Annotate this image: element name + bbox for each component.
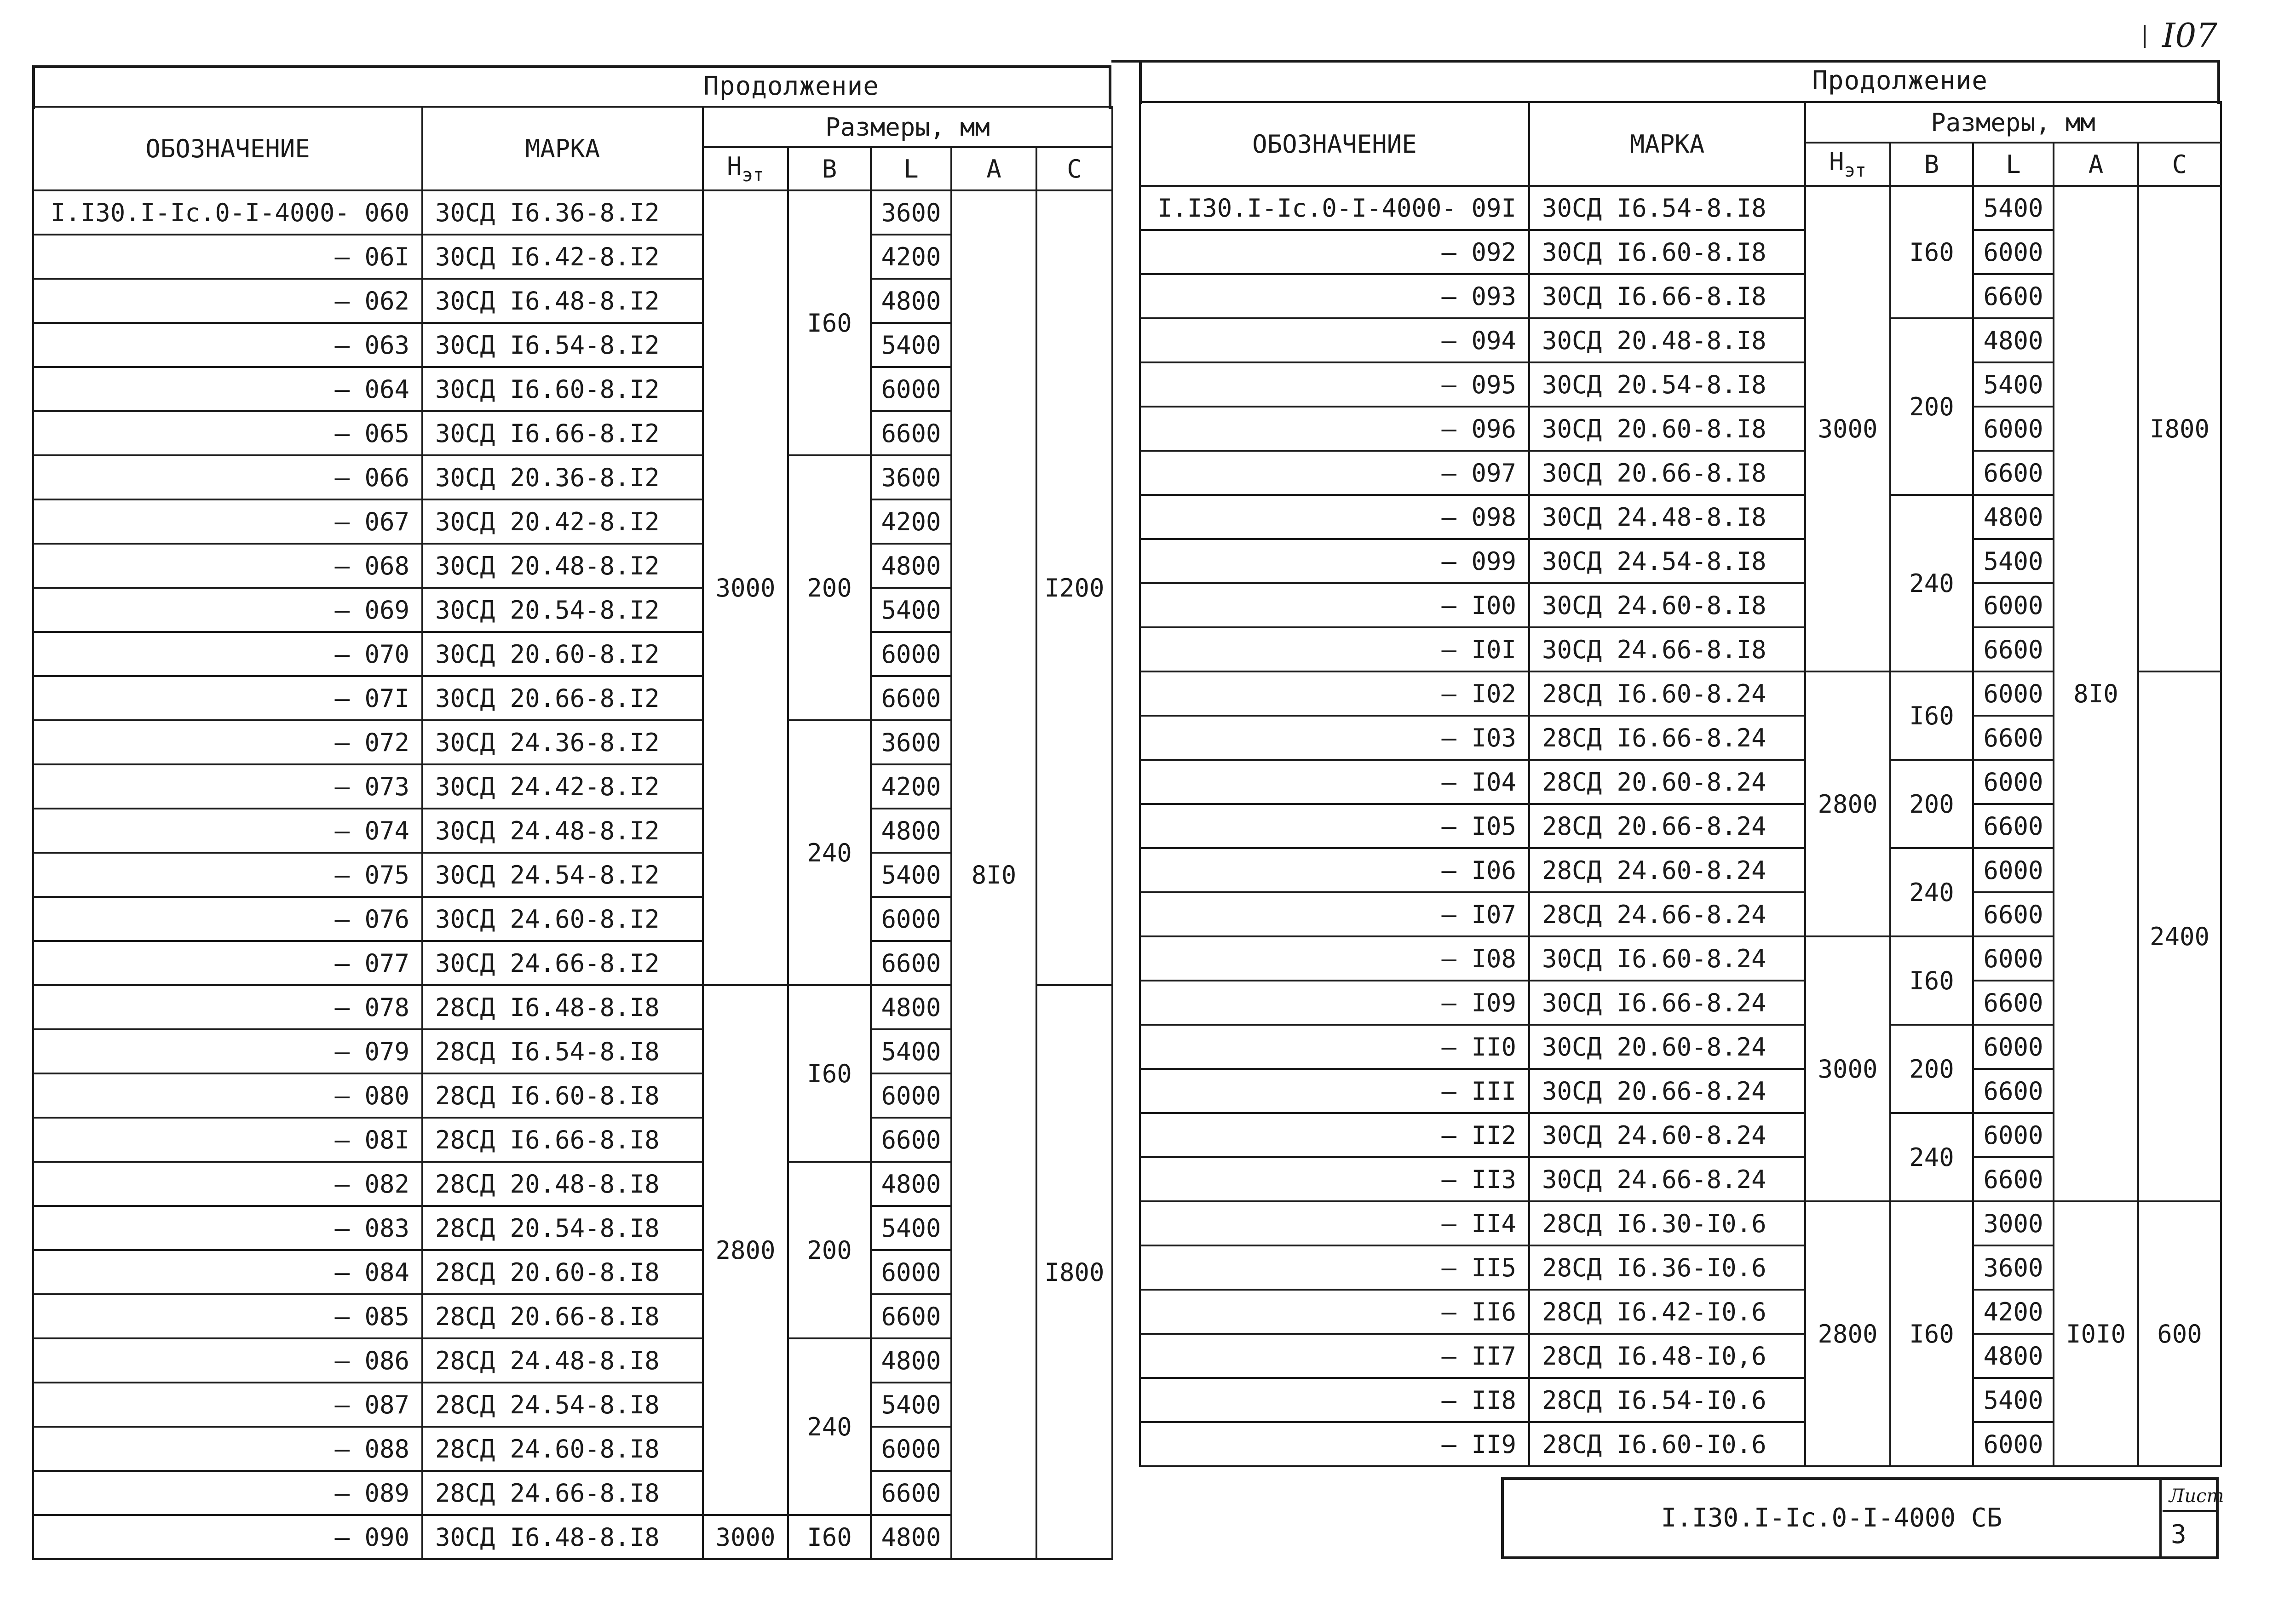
mark-cell: 28СД 24.66-8.I8 [422,1471,703,1515]
l-cell: 6000 [1973,1025,2054,1069]
table-row [33,235,1112,279]
designation-cell: – 098 [1140,495,1529,539]
table-row [33,941,1112,985]
l-cell: 6000 [1973,936,2054,981]
table-row [33,1250,1112,1294]
designation-cell: — I07 [1140,892,1529,936]
b-group-cell: I60 [1890,671,1973,760]
right-a-header: А [2054,143,2138,186]
designation-cell: – 065 [33,411,422,455]
b-group-cell: I60 [1890,1201,1973,1466]
designation-cell: – 095 [1140,362,1529,407]
mark-cell: 30СД 20.36-8.I2 [422,455,703,499]
mark-cell: 28СД I6.30-I0.6 [1529,1201,1805,1245]
mark-cell: 30СД I6.60-8.I8 [1529,230,1805,274]
l-cell: 6000 [871,1427,951,1471]
mark-cell: 28СД 24.54-8.I8 [422,1383,703,1427]
designation-cell: – 083 [33,1206,422,1250]
right-frame-right-line [2217,60,2220,104]
l-cell: 6600 [871,1294,951,1338]
l-cell: 4800 [871,809,951,853]
mark-cell: 30СД 20.48-8.I8 [1529,318,1805,362]
left-h-subscript: эт [742,165,764,186]
mark-cell: 30СД I6.54-8.I8 [1529,186,1805,230]
c-group-cell: I200 [1036,190,1112,985]
a-group-cell: 8I0 [951,190,1036,1559]
l-cell: 4800 [871,1515,951,1559]
mark-cell: 30СД I6.48-8.I8 [422,1515,703,1559]
table-row [33,1073,1112,1118]
designation-cell: – II7 [1140,1334,1529,1378]
l-cell: 4800 [871,544,951,588]
l-cell: 6000 [1973,1422,2054,1466]
l-cell: 6600 [1973,981,2054,1025]
l-cell: 5400 [1973,186,2054,230]
l-cell: 6000 [1973,760,2054,804]
mark-cell: 28СД 24.60-8.24 [1529,848,1805,892]
l-cell: 6000 [871,1250,951,1294]
designation-cell: – 07I [33,676,422,720]
h-group-cell: 3000 [703,190,788,985]
a-group-cell: 8I0 [2054,186,2138,1201]
table-row [33,985,1112,1029]
table-row [33,367,1112,411]
b-group-cell: I60 [1890,186,1973,318]
table-row [33,897,1112,941]
table-row [33,499,1112,544]
b-group-cell: I60 [1890,936,1973,1025]
mark-cell: 30СД 20.60-8.24 [1529,1025,1805,1069]
table-row [33,764,1112,809]
mark-cell: 28СД 20.66-8.I8 [422,1294,703,1338]
right-designation-header: ОБОЗНАЧЕНИЕ [1140,102,1529,186]
mark-cell: 30СД 24.42-8.I2 [422,764,703,809]
b-group-cell: 240 [1890,1113,1973,1201]
left-a-header: А [951,147,1036,190]
left-frame-right-line [1109,65,1111,109]
designation-cell: – I06 [1140,848,1529,892]
designation-cell: – 086 [33,1338,422,1383]
designation-cell: – II4 [1140,1201,1529,1245]
designation-cell: – 076 [33,897,422,941]
designation-cell: – II3 [1140,1157,1529,1201]
l-cell: 3000 [1973,1201,2054,1245]
right-c-header: С [2138,143,2221,186]
mark-cell: 30СД 24.60-8.24 [1529,1113,1805,1157]
table-row [33,809,1112,853]
l-cell: 6000 [871,367,951,411]
table-row [33,190,1112,235]
designation-cell: – 070 [33,632,422,676]
page-number: I07 [2162,10,2217,61]
right-mark-header: МАРКА [1529,102,1805,186]
mark-cell: 30СД I6.42-8.I2 [422,235,703,279]
h-group-cell: 3000 [1805,936,1890,1201]
designation-cell: – 087 [33,1383,422,1427]
designation-cell: – 097 [1140,451,1529,495]
right-sizes-header: Размеры, мм [1805,102,2221,143]
designation-cell: – 096 [1140,407,1529,451]
mark-cell: 28СД 20.60-8.I8 [422,1250,703,1294]
l-cell: 4800 [1973,318,2054,362]
a-group-cell: I0I0 [2054,1201,2138,1466]
right-frame-left-line [1139,63,1142,104]
designation-cell: – 074 [33,809,422,853]
l-cell: 6600 [871,1118,951,1162]
designation-cell: – 073 [33,764,422,809]
mark-cell: 28СД I6.60-I0.6 [1529,1422,1805,1466]
b-group-cell: I60 [788,1515,871,1559]
designation-cell: – II6 [1140,1290,1529,1334]
l-cell: 4200 [871,499,951,544]
designation-cell: – 075 [33,853,422,897]
mark-cell: 28СД 24.48-8.I8 [422,1338,703,1383]
table-row [33,544,1112,588]
l-cell: 6000 [1973,848,2054,892]
designation-cell: – 078 [33,985,422,1029]
l-cell: 5400 [871,1383,951,1427]
designation-cell: – 063 [33,323,422,367]
mark-cell: 28СД I6.66-8.24 [1529,716,1805,760]
l-cell: 6600 [871,411,951,455]
table-row [33,411,1112,455]
mark-cell: 30СД I6.54-8.I2 [422,323,703,367]
table-row [33,676,1112,720]
mark-cell: 30СД 20.54-8.I2 [422,588,703,632]
table-row [33,1206,1112,1250]
table-row [33,1294,1112,1338]
right-h-subscript: эт [1844,160,1866,181]
designation-cell: – 085 [33,1294,422,1338]
b-group-cell: I60 [788,190,871,455]
l-cell: 5400 [871,1029,951,1073]
designation-cell: – 089 [33,1471,422,1515]
l-cell: 3600 [871,190,951,235]
table-row [1140,186,2221,230]
l-cell: 6600 [1973,804,2054,848]
l-cell: 4800 [1973,495,2054,539]
h-group-cell: 2800 [703,985,788,1515]
l-cell: 4800 [871,985,951,1029]
b-group-cell: 200 [1890,1025,1973,1113]
b-group-cell: 200 [788,1162,871,1338]
left-c-header: С [1036,147,1112,190]
document-code: I.I30.I-Ic.0-I-4000 СБ [1504,1480,2162,1556]
designation-cell: – I03 [1140,716,1529,760]
l-cell: 6000 [1973,1113,2054,1157]
l-cell: 6000 [871,897,951,941]
mark-cell: 28СД 20.66-8.24 [1529,804,1805,848]
l-cell: 5400 [1973,362,2054,407]
left-frame-left-line [32,65,35,109]
mark-cell: 28СД 20.54-8.I8 [422,1206,703,1250]
table-row [33,1471,1112,1515]
mark-cell: 28СД I6.48-8.I8 [422,985,703,1029]
l-cell: 6600 [871,676,951,720]
mark-cell: 30СД 20.66-8.I8 [1529,451,1805,495]
mark-cell: 30СД 20.66-8.24 [1529,1069,1805,1113]
l-cell: 4800 [871,279,951,323]
designation-cell: – 093 [1140,274,1529,318]
mark-cell: 30СД I6.60-8.24 [1529,936,1805,981]
table-row [33,853,1112,897]
designation-cell: – 090 [33,1515,422,1559]
l-cell: 6000 [1973,230,2054,274]
designation-cell: – 077 [33,941,422,985]
mark-cell: 30СД 24.66-8.I2 [422,941,703,985]
b-group-cell: 240 [1890,848,1973,936]
l-cell: 4800 [1973,1334,2054,1378]
mark-cell: 28СД I6.48-I0,6 [1529,1334,1805,1378]
l-cell: 3600 [871,455,951,499]
designation-cell: – 066 [33,455,422,499]
mark-cell: 30СД 20.66-8.I2 [422,676,703,720]
designation-cell: – 079 [33,1029,422,1073]
l-cell: 5400 [871,1206,951,1250]
right-h-header [1805,143,1890,186]
l-cell: 5400 [871,323,951,367]
designation-cell: – 082 [33,1162,422,1206]
h-group-cell: 3000 [703,1515,788,1559]
left-h-header [703,147,788,190]
l-cell: 6000 [1973,671,2054,716]
l-cell: 3600 [871,720,951,764]
mark-cell: 30СД 24.60-8.I8 [1529,583,1805,627]
left-header-row-1 [33,107,1112,147]
right-continuation-label: Продолжение [1812,66,1988,96]
mark-cell: 30СД 20.42-8.I2 [422,499,703,544]
l-cell: 6600 [1973,451,2054,495]
designation-cell: I.I30.I-Ic.0-I-4000- 09I [1140,186,1529,230]
mark-cell: 30СД 20.54-8.I8 [1529,362,1805,407]
right-l-header: L [1973,143,2054,186]
designation-cell: – III [1140,1069,1529,1113]
mark-cell: 28СД I6.36-I0.6 [1529,1245,1805,1290]
right-spec-table [1139,101,2222,1467]
mark-cell: 28СД I6.60-8.24 [1529,671,1805,716]
table-row [33,1427,1112,1471]
designation-cell: – I02 [1140,671,1529,716]
designation-cell: – II0 [1140,1025,1529,1069]
designation-cell: – II9 [1140,1422,1529,1466]
l-cell: 5400 [871,853,951,897]
mark-cell: 30СД I6.66-8.I2 [422,411,703,455]
l-cell: 6600 [1973,1069,2054,1113]
table-row [33,632,1112,676]
l-cell: 6000 [871,632,951,676]
title-block [1501,1477,2224,1559]
designation-cell: – 062 [33,279,422,323]
right-h-letter: Н [1829,147,1844,176]
designation-cell: – 080 [33,1073,422,1118]
designation-cell: – II5 [1140,1245,1529,1290]
b-group-cell: 200 [788,455,871,720]
l-cell: 4200 [1973,1290,2054,1334]
b-group-cell: 200 [1890,760,1973,848]
table-row [33,279,1112,323]
mark-cell: 28СД 24.60-8.I8 [422,1427,703,1471]
l-cell: 4800 [871,1162,951,1206]
mark-cell: 30СД I6.60-8.I2 [422,367,703,411]
left-l-header: L [871,147,951,190]
l-cell: 4200 [871,764,951,809]
sheet-label: Лист [2163,1480,2216,1512]
mark-cell: 30СД 24.48-8.I8 [1529,495,1805,539]
mark-cell: 30СД 24.66-8.I8 [1529,627,1805,671]
table-row [1140,1201,2221,1245]
l-cell: 5400 [871,588,951,632]
table-row [33,1118,1112,1162]
designation-cell: – 069 [33,588,422,632]
left-spec-table [32,106,1113,1560]
right-header-row-1 [1140,102,2221,143]
left-continuation-label: Продолжение [703,71,879,101]
mark-cell: 30СД 20.60-8.I8 [1529,407,1805,451]
c-group-cell: 2400 [2138,671,2221,1201]
mark-cell: 28СД 24.66-8.24 [1529,892,1805,936]
mark-cell: 30СД 24.36-8.I2 [422,720,703,764]
mark-cell: 30СД 24.66-8.24 [1529,1157,1805,1201]
mark-cell: 28СД I6.54-8.I8 [422,1029,703,1073]
designation-cell: – 088 [33,1427,422,1471]
mark-cell: 30СД 20.48-8.I2 [422,544,703,588]
designation-cell: – 084 [33,1250,422,1294]
mark-cell: 30СД I6.36-8.I2 [422,190,703,235]
designation-cell: – I05 [1140,804,1529,848]
designation-cell: I.I30.I-Ic.0-I-4000- 060 [33,190,422,235]
designation-cell: – 08I [33,1118,422,1162]
l-cell: 4200 [871,235,951,279]
designation-cell: – II8 [1140,1378,1529,1422]
mark-cell: 30СД 24.54-8.I2 [422,853,703,897]
l-cell: 6000 [1973,583,2054,627]
mark-cell: 28СД I6.60-8.I8 [422,1073,703,1118]
h-group-cell: 2800 [1805,671,1890,936]
designation-cell: – I04 [1140,760,1529,804]
l-cell: 5400 [1973,1378,2054,1422]
table-row [33,1383,1112,1427]
left-h-letter: Н [727,152,742,181]
mark-cell: 30СД 24.48-8.I2 [422,809,703,853]
designation-cell: – 068 [33,544,422,588]
l-cell: 6600 [871,941,951,985]
l-cell: 6600 [1973,1157,2054,1201]
designation-cell: – 06I [33,235,422,279]
l-cell: 6600 [871,1471,951,1515]
table-row [33,323,1112,367]
left-b-header: В [788,147,871,190]
mark-cell: 28СД I6.42-I0.6 [1529,1290,1805,1334]
right-b-header: В [1890,143,1973,186]
table-row [33,1162,1112,1206]
c-group-cell: I800 [2138,186,2221,671]
mark-cell: 28СД 20.60-8.24 [1529,760,1805,804]
l-cell: 6000 [871,1073,951,1118]
h-group-cell: 3000 [1805,186,1890,671]
mark-cell: 30СД I6.66-8.I8 [1529,274,1805,318]
b-group-cell: 240 [788,720,871,985]
designation-cell: – I0I [1140,627,1529,671]
mark-cell: 30СД 24.60-8.I2 [422,897,703,941]
table-row [33,455,1112,499]
l-cell: 5400 [1973,539,2054,583]
designation-cell: – 072 [33,720,422,764]
l-cell: 3600 [1973,1245,2054,1290]
mark-cell: 28СД I6.66-8.I8 [422,1118,703,1162]
h-group-cell: 2800 [1805,1201,1890,1466]
mark-cell: 30СД I6.48-8.I2 [422,279,703,323]
designation-cell: – 067 [33,499,422,544]
table-row [33,1515,1112,1559]
mark-cell: 30СД 20.60-8.I2 [422,632,703,676]
designation-cell: – I08 [1140,936,1529,981]
l-cell: 4800 [871,1338,951,1383]
left-sizes-header: Размеры, мм [703,107,1112,147]
designation-cell: – II2 [1140,1113,1529,1157]
l-cell: 6600 [1973,274,2054,318]
b-group-cell: 240 [1890,495,1973,671]
l-cell: 6000 [1973,407,2054,451]
c-group-cell: I800 [1036,985,1112,1559]
l-cell: 6600 [1973,892,2054,936]
mark-cell: 28СД 20.48-8.I8 [422,1162,703,1206]
designation-cell: – I09 [1140,981,1529,1025]
designation-cell: – 099 [1140,539,1529,583]
designation-cell: – 092 [1140,230,1529,274]
left-mark-header: МАРКА [422,107,703,190]
c-group-cell: 600 [2138,1201,2221,1466]
table-row [33,720,1112,764]
l-cell: 6600 [1973,716,2054,760]
right-frame-top-line [1111,60,2220,63]
designation-cell: – 064 [33,367,422,411]
designation-cell: – I00 [1140,583,1529,627]
b-group-cell: I60 [788,985,871,1162]
l-cell: 6600 [1973,627,2054,671]
table-row [33,1029,1112,1073]
table-row [33,588,1112,632]
left-frame-top-line [32,65,1111,68]
mark-cell: 28СД I6.54-I0.6 [1529,1378,1805,1422]
b-group-cell: 200 [1890,318,1973,495]
left-designation-header: ОБОЗНАЧЕНИЕ [33,107,422,190]
b-group-cell: 240 [788,1338,871,1515]
mark-cell: 30СД I6.66-8.24 [1529,981,1805,1025]
designation-cell: – 094 [1140,318,1529,362]
table-row [33,1338,1112,1383]
mark-cell: 30СД 24.54-8.I8 [1529,539,1805,583]
sheet-number: 3 [2171,1520,2186,1549]
